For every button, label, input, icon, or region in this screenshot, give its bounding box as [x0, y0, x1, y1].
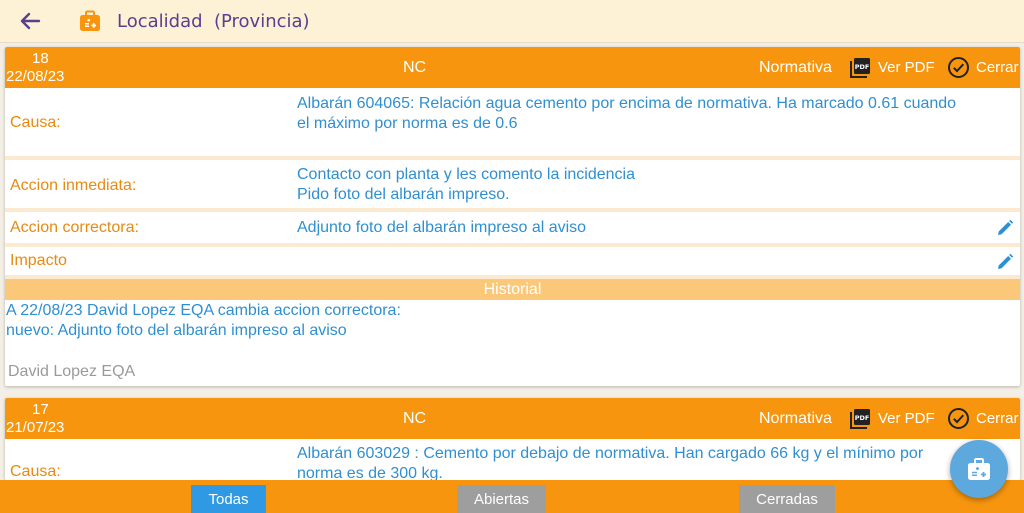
- incident-type: NC: [403, 59, 427, 76]
- cause-value: [297, 94, 1007, 134]
- cause-row: [5, 439, 1020, 480]
- top-app-bar: [0, 0, 1024, 43]
- corrective-action-label: Accion correctora:: [10, 219, 139, 236]
- history-entry-line: A 22/08/23 David Lopez EQA cambia accion correctora:: [6, 302, 401, 319]
- pdf-icon[interactable]: [850, 408, 871, 429]
- check-circle-icon[interactable]: [947, 56, 970, 79]
- immediate-action-value: [297, 165, 1007, 205]
- impact-label: Impacto: [10, 252, 67, 269]
- immediate-action-row: [5, 160, 1020, 208]
- impact-row: [5, 247, 1020, 275]
- cause-value-line: norma es de 300 kg.: [297, 465, 443, 480]
- card-header: [5, 47, 1020, 88]
- card-header: [5, 398, 1020, 439]
- tab-cerradas[interactable]: Cerradas: [739, 485, 835, 513]
- bottom-filter-bar: [0, 480, 1024, 513]
- page-title: Localidad (Provincia): [117, 11, 310, 32]
- immediate-action-line: Pido foto del albarán impreso.: [297, 186, 510, 203]
- medical-case-icon: [78, 9, 102, 33]
- immediate-action-line: Contacto con planta y les comento la incidencia: [297, 166, 635, 183]
- history-entry-line: nuevo: Adjunto foto del albarán impreso al aviso: [6, 322, 347, 339]
- incident-number: 18: [32, 50, 49, 67]
- cause-value-line: Albarán 604065: Relación agua cemento por encima de normativa. Ha marcado 0.61 cuando: [297, 95, 957, 112]
- back-button[interactable]: [14, 6, 46, 36]
- incident-type: NC: [403, 410, 427, 427]
- incident-card: [5, 47, 1020, 386]
- cause-row: [5, 88, 1020, 156]
- cause-label: Causa:: [10, 463, 61, 480]
- cause-value-line: Albarán 603029 : Cemento por debajo de normativa. Han cargado 66 kg y el mínimo por: [297, 445, 924, 462]
- pencil-icon[interactable]: [996, 253, 1014, 271]
- cause-value-line: el máximo por norma es de 0.6: [297, 115, 518, 132]
- close-incident-button[interactable]: Cerrar: [976, 59, 1019, 76]
- tab-todas[interactable]: Todas: [191, 485, 266, 513]
- corrective-action-value: Adjunto foto del albarán impreso al aviso: [297, 219, 587, 236]
- svg-text:PDF: PDF: [854, 414, 870, 422]
- incident-date: 21/07/23: [6, 419, 65, 436]
- author-name: David Lopez EQA: [8, 363, 136, 380]
- immediate-action-label: Accion inmediata:: [10, 177, 137, 194]
- pdf-icon[interactable]: [850, 57, 871, 78]
- cause-label: Causa:: [10, 114, 61, 131]
- incident-date: 22/08/23: [6, 68, 65, 85]
- close-incident-button[interactable]: Cerrar: [976, 410, 1019, 427]
- tab-abiertas[interactable]: Abiertas: [457, 485, 546, 513]
- pencil-icon[interactable]: [996, 219, 1014, 237]
- incident-category: Normativa: [759, 410, 832, 427]
- incident-category: Normativa: [759, 59, 832, 76]
- view-pdf-button[interactable]: Ver PDF: [878, 59, 935, 76]
- incident-number: 17: [32, 401, 49, 418]
- cause-value: [297, 444, 1007, 480]
- arrow-left-icon: [19, 11, 41, 31]
- add-medical-case-icon: [966, 456, 992, 482]
- add-incident-button[interactable]: [950, 440, 1008, 498]
- svg-text:PDF: PDF: [854, 63, 870, 71]
- view-pdf-button[interactable]: Ver PDF: [878, 410, 935, 427]
- corrective-action-row: [5, 212, 1020, 243]
- incident-card: [5, 398, 1020, 480]
- check-circle-icon[interactable]: [947, 407, 970, 430]
- history-header: Historial: [5, 279, 1020, 300]
